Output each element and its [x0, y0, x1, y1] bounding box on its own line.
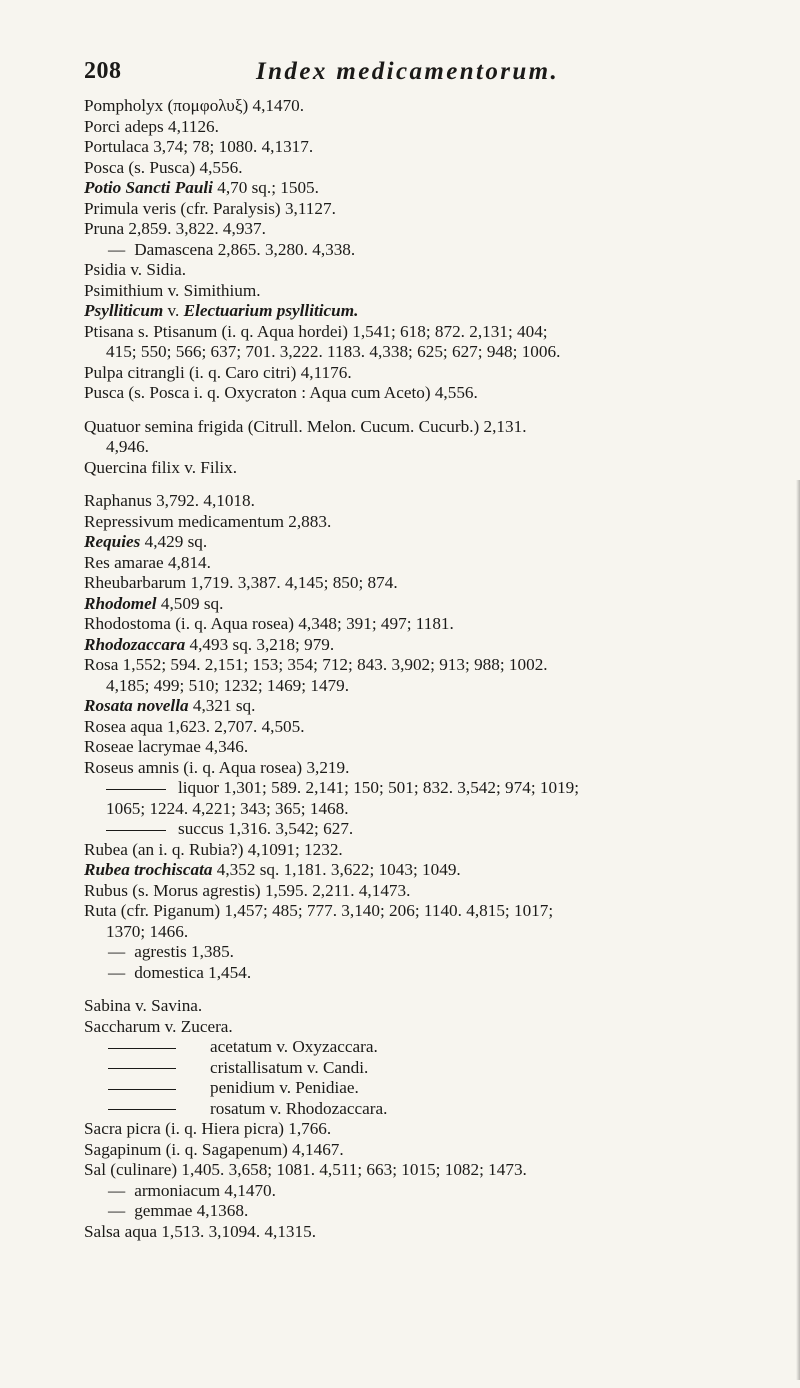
entry-headword: Rosata novella [84, 696, 189, 715]
entry-headword: Potio Sancti Pauli [84, 178, 213, 197]
entry-text: Sacra picra (i. q. Hiera picra) 1,766. [84, 1119, 332, 1138]
entry-crossref: Electuarium psylliticum. [183, 301, 359, 320]
index-entry [84, 512, 774, 533]
index-entry [84, 840, 774, 861]
entry-headword: Rhodomel [84, 593, 157, 613]
entry-text: 4,493 sq. 3,218; 979. [185, 634, 335, 654]
index-entry [84, 901, 774, 922]
index-entry [84, 532, 774, 553]
entry-text: 415; 550; 566; 637; 701. 3,222. 1183. 4,338; 625; 627; 948; 1006. [106, 342, 561, 361]
entry-text: penidium v. Penidiae. [210, 1078, 359, 1097]
entry-text: succus 1,316. 3,542; 627. [178, 819, 354, 838]
section-gap [84, 404, 774, 417]
index-entry [84, 96, 774, 117]
ditto-rule [108, 1068, 176, 1069]
entry-text: armoniacum 4,1470. [134, 1180, 276, 1200]
entry-text: 4,185; 499; 510; 1232; 1469; 1479. [106, 675, 350, 695]
ditto-dash: — [108, 1180, 126, 1200]
entry-text: Sal (culinare) 1,405. 3,658; 1081. 4,511; 663; 1015; 1082; 1473. [84, 1160, 527, 1179]
index-entry-continuation [84, 922, 774, 943]
entry-text: Pruna 2,859. 3,822. 4,937. [84, 219, 266, 238]
ditto-rule [108, 1109, 176, 1110]
entry-text: rosatum v. Rhodozaccara. [210, 1098, 388, 1118]
entry-text: 1065; 1224. 4,221; 343; 365; 1468. [106, 798, 349, 818]
index-entry [84, 1037, 774, 1058]
index-entry [84, 178, 774, 199]
entry-text: Primula veris (cfr. Paralysis) 3,1127. [84, 198, 336, 218]
index-entry [84, 117, 774, 138]
index-entry [84, 417, 774, 438]
index-entry [84, 383, 774, 404]
index-entry [84, 717, 774, 738]
index-entry [84, 655, 774, 676]
index-entry [84, 1119, 774, 1140]
entry-text: Posca (s. Pusca) 4,556. [84, 157, 243, 177]
entry-text: Rosa 1,552; 594. 2,151; 153; 354; 712; 843. 3,902; 913; 988; 1002. [84, 655, 548, 674]
index-entry-continuation [84, 342, 774, 363]
entry-text: gemmae 4,1368. [134, 1201, 249, 1220]
index-entry [84, 573, 774, 594]
index-entry [84, 1140, 774, 1161]
entry-text: 4,321 sq. [188, 696, 256, 715]
entry-headword: Rhodozaccara [84, 634, 186, 654]
entry-text: Saccharum v. Zucera. [84, 1016, 233, 1036]
index-entry [84, 1058, 774, 1079]
entry-text: Portulaca 3,74; 78; 1080. 4,1317. [84, 137, 314, 156]
entry-text: Roseus amnis (i. q. Aqua rosea) 3,219. [84, 757, 350, 777]
index-entry [84, 1222, 774, 1243]
index-entry [84, 260, 774, 281]
entry-text: Psidia v. Sidia. [84, 260, 187, 279]
ditto-dash: — [108, 239, 126, 259]
index-entry [84, 614, 774, 635]
entry-text: Quatuor semina frigida (Citrull. Melon. Cucum. Cucurb.) 2,131. [84, 416, 527, 436]
ditto-rule [108, 1089, 176, 1090]
entry-text: 4,509 sq. [156, 593, 224, 613]
entry-text: 1370; 1466. [106, 921, 189, 941]
entry-text: acetatum v. Oxyzaccara. [210, 1037, 378, 1056]
index-entry [84, 301, 774, 322]
entry-text: 4,70 sq.; 1505. [212, 178, 319, 197]
entry-headword: Requies [84, 532, 141, 551]
index-entry [84, 758, 774, 779]
index-entry [84, 553, 774, 574]
entry-text: v. [163, 301, 184, 320]
index-entry [84, 240, 774, 261]
running-title: Index medicamentorum. [256, 58, 560, 85]
entry-text: Rubus (s. Morus agrestis) 1,595. 2,211. 4,1473. [84, 880, 411, 900]
entry-text: Roseae lacrymae 4,346. [84, 737, 249, 756]
entry-text: Sabina v. Savina. [84, 996, 203, 1015]
entry-text: Rheubarbarum 1,719. 3,387. 4,145; 850; 874. [84, 573, 398, 592]
index-entry [84, 778, 774, 799]
page-header [0, 58, 800, 94]
index-entry [84, 860, 774, 881]
index-entry [84, 696, 774, 717]
index-entry [84, 1099, 774, 1120]
entry-text: 4,946. [106, 437, 149, 456]
index-entry [84, 819, 774, 840]
index-entry-continuation [84, 799, 774, 820]
entry-text: Porci adeps 4,1126. [84, 116, 219, 136]
index-entry [84, 1078, 774, 1099]
entry-text: Damascena 2,865. 3,280. 4,338. [134, 239, 356, 259]
index-entry [84, 963, 774, 984]
entry-text: agrestis 1,385. [134, 942, 234, 961]
entry-text: Res amarae 4,814. [84, 552, 211, 572]
entry-text: Rosea aqua 1,623. 2,707. 4,505. [84, 716, 305, 736]
index-entry-continuation [84, 437, 774, 458]
entry-text: Rubea (an i. q. Rubia?) 4,1091; 1232. [84, 839, 343, 859]
ditto-rule [106, 789, 166, 790]
page-edge-shadow [796, 480, 800, 1380]
index-entry [84, 158, 774, 179]
index-entry [84, 458, 774, 479]
index-entry [84, 635, 774, 656]
index-entry [84, 137, 774, 158]
entry-headword: Rubea trochiscata [84, 860, 213, 879]
index-entry [84, 1181, 774, 1202]
ditto-rule [108, 1048, 176, 1049]
index-entry [84, 996, 774, 1017]
index-entry [84, 942, 774, 963]
index-entry [84, 322, 774, 343]
entry-text: Pulpa citrangli (i. q. Caro citri) 4,1176. [84, 362, 352, 382]
entry-headword: Psylliticum [84, 301, 164, 320]
entry-text: Sagapinum (i. q. Sagapenum) 4,1467. [84, 1139, 344, 1159]
index-entries [84, 96, 774, 1242]
index-entry-continuation [84, 676, 774, 697]
index-entry [84, 737, 774, 758]
index-entry [84, 1160, 774, 1181]
entry-text: 4,429 sq. [140, 532, 208, 551]
entry-text: Salsa aqua 1,513. 3,1094. 4,1315. [84, 1221, 317, 1241]
entry-text: Quercina filix v. Filix. [84, 457, 238, 477]
entry-text: Psimithium v. Simithium. [84, 280, 261, 300]
ditto-dash: — [108, 962, 126, 982]
index-entry [84, 281, 774, 302]
entry-text: Ptisana s. Ptisanum (i. q. Aqua hordei) 1,541; 618; 872. 2,131; 404; [84, 321, 548, 341]
index-entry [84, 219, 774, 240]
entry-text: 4,352 sq. 1,181. 3,622; 1043; 1049. [212, 860, 461, 879]
index-entry [84, 594, 774, 615]
entry-text: Raphanus 3,792. 4,1018. [84, 491, 255, 510]
entry-text: domestica 1,454. [134, 962, 252, 982]
section-gap [84, 478, 774, 491]
ditto-rule [106, 830, 166, 831]
entry-text: Ruta (cfr. Piganum) 1,457; 485; 777. 3,140; 206; 1140. 4,815; 1017; [84, 901, 554, 920]
ditto-dash: — [108, 1201, 126, 1220]
index-entry [84, 363, 774, 384]
index-entry [84, 491, 774, 512]
index-entry [84, 1201, 774, 1222]
ditto-dash: — [108, 942, 126, 961]
entry-text: Pompholyx (πομφολυξ) 4,1470. [84, 96, 305, 115]
index-entry [84, 881, 774, 902]
entry-text: Pusca (s. Posca i. q. Oxycraton : Aqua cum Aceto) 4,556. [84, 383, 478, 402]
index-entry [84, 1017, 774, 1038]
entry-text: Repressivum medicamentum 2,883. [84, 511, 332, 531]
section-gap [84, 983, 774, 996]
page-number: 208 [84, 58, 122, 84]
index-entry [84, 199, 774, 220]
entry-text: Rhodostoma (i. q. Aqua rosea) 4,348; 391; 497; 1181. [84, 614, 454, 633]
entry-text: cristallisatum v. Candi. [210, 1057, 369, 1077]
entry-text: liquor 1,301; 589. 2,141; 150; 501; 832. 3,542; 974; 1019; [178, 778, 580, 797]
